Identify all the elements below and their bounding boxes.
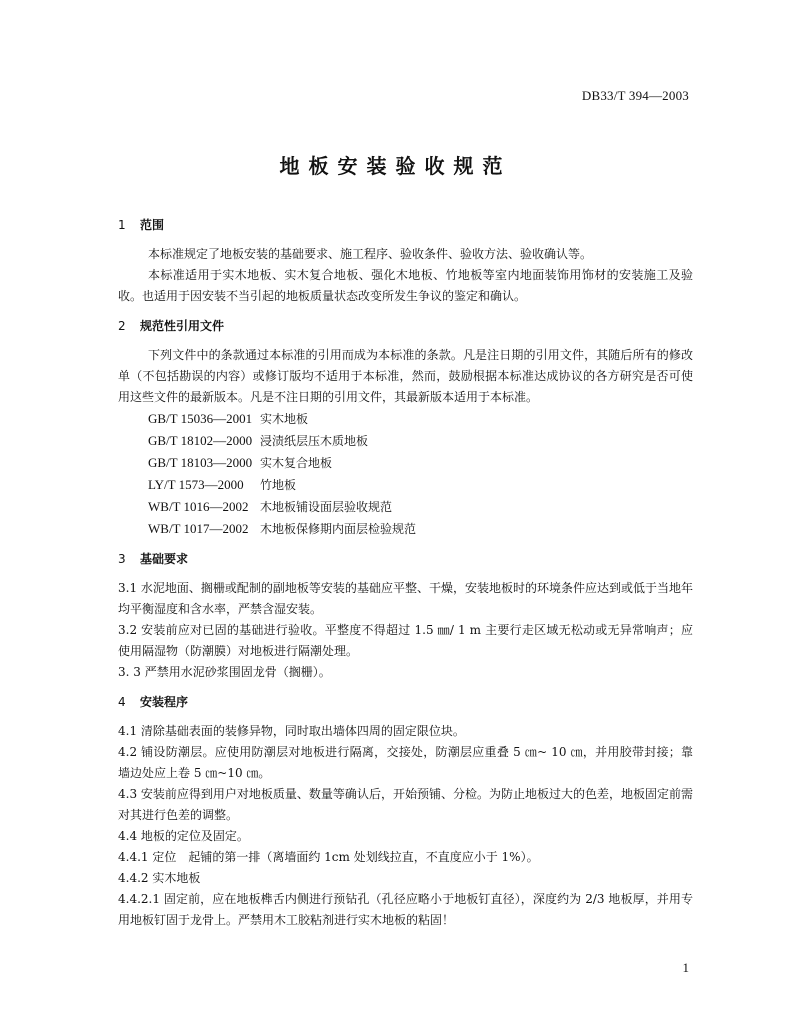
paragraph: 本标准适用于实木地板、实木复合地板、强化木地板、竹地板等室内地面装饰用饰材的安装施工及验收。也适用于因安装不当引起的地板质量状态改变所发生争议的鉴定和确认。 [118, 268, 693, 303]
section-title: 规范性引用文件 [140, 319, 225, 333]
clause: 3. 3 严禁用水泥砂浆围固龙骨（搁栅）。 [118, 665, 331, 679]
clause: 4.4.2 实木地板 [118, 871, 201, 885]
reference-item [118, 518, 693, 540]
reference-name: 木地板铺设面层验收规范 [260, 500, 393, 514]
section-heading-installation-procedure [118, 693, 693, 711]
page-number: 1 [682, 960, 689, 975]
section-number: 3 [118, 552, 126, 566]
reference-code: WB/T 1017—2002 [148, 521, 249, 536]
section-title: 范围 [140, 218, 165, 232]
clause: 4.2 铺设防潮层。应使用防潮层对地板进行隔离，交接处，防潮层应重叠 5 ㎝~ 10 ㎝，并用胶带封接；靠墙边处应上卷 5 ㎝~10 ㎝。 [118, 745, 693, 780]
section-heading-normative-references [118, 317, 693, 335]
reference-item [118, 408, 693, 430]
reference-name: 实木地板 [260, 412, 309, 426]
section-number: 1 [118, 218, 126, 232]
section-title: 基础要求 [140, 552, 189, 566]
clause: 3.2 安装前应对已固的基础进行验收。平整度不得超过 1.5 ㎜/ 1 m 主要行走区域无松动或无异常响声；应使用隔湿物（防潮膜）对地板进行隔潮处理。 [118, 623, 693, 658]
clause: 4.4.1 定位 起铺的第一排（离墙面约 1cm 处划线拉直，不直度应小于 1%）。 [118, 850, 539, 864]
reference-name: 浸渍纸层压木质地板 [260, 434, 369, 448]
section-heading-scope [118, 216, 693, 234]
section-title: 安装程序 [140, 695, 189, 709]
standard-code: DB33/T 394—2003 [581, 88, 689, 103]
reference-item [118, 430, 693, 452]
reference-name: 木地板保修期内面层检验规范 [260, 522, 417, 536]
paragraph: 下列文件中的条款通过本标准的引用而成为本标准的条款。凡是注日期的引用文件，其随后所有的修改单（不包括勘误的内容）或修订版均不适用于本标准，然而，鼓励根据本标准达成协议的各方研究是否可使用这些文件的最新版本。凡是不注日期的引用文件，其最新版本适用于本标准。 [118, 348, 693, 404]
section-number: 4 [118, 695, 126, 709]
document-body [118, 206, 693, 931]
reference-code: WB/T 1016—2002 [148, 499, 249, 514]
paragraph: 本标准规定了地板安装的基础要求、施工程序、验收条件、验收方法、验收确认等。 [148, 247, 593, 261]
clause: 3.1 水泥地面、搁栅或配制的副地板等安装的基础应平整、干燥，安装地板时的环境条件应达到或低于当地年均平衡湿度和含水率，严禁含湿安装。 [118, 581, 693, 616]
section-heading-basic-requirements [118, 550, 693, 568]
reference-item [118, 474, 693, 496]
reference-code: GB/T 18103—2000 [148, 455, 253, 470]
reference-item [118, 496, 693, 518]
reference-code: GB/T 15036—2001 [148, 411, 253, 426]
reference-item [118, 452, 693, 474]
reference-name: 实木复合地板 [260, 456, 333, 470]
document-title: 地板安装验收规范 [279, 154, 512, 178]
clause: 4.4.2.1 固定前，应在地板榫舌内侧进行预钻孔（孔径应略小于地板钉直径），深度约为 2/3 地板厚，并用专用地板钉固于龙骨上。严禁用木工胶粘剂进行实木地板的粘固！ [118, 892, 693, 927]
clause: 4.3 安装前应得到用户对地板质量、数量等确认后，开始预铺、分检。为防止地板过大的色差，地板固定前需对其进行色差的调整。 [118, 787, 693, 822]
clause: 4.1 清除基础表面的装修异物，同时取出墙体四周的固定限位块。 [118, 724, 465, 738]
reference-name: 竹地板 [260, 478, 297, 492]
reference-code: LY/T 1573—2000 [148, 477, 244, 492]
section-number: 2 [118, 319, 126, 333]
clause: 4.4 地板的定位及固定。 [118, 829, 249, 843]
reference-code: GB/T 18102—2000 [148, 433, 253, 448]
